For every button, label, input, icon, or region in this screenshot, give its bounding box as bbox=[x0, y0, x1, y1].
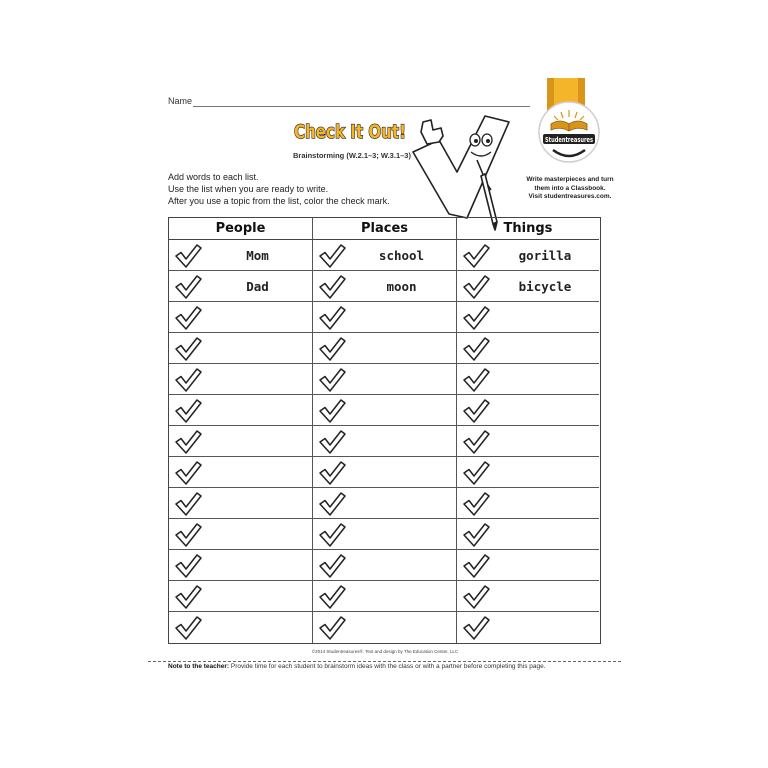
table-cell[interactable] bbox=[313, 581, 457, 612]
cell-word bbox=[203, 457, 312, 488]
check-mark-icon[interactable] bbox=[462, 398, 490, 424]
cell-word bbox=[347, 519, 456, 550]
table-cell[interactable] bbox=[457, 240, 599, 271]
cell-word bbox=[347, 364, 456, 395]
check-mark-icon[interactable] bbox=[462, 305, 490, 331]
check-mark-icon[interactable] bbox=[174, 367, 202, 393]
cell-word bbox=[347, 612, 456, 643]
check-mark-icon[interactable] bbox=[318, 336, 346, 362]
cell-word bbox=[347, 333, 456, 364]
table-cell[interactable] bbox=[313, 395, 457, 426]
table-cell[interactable] bbox=[457, 395, 599, 426]
table-cell[interactable] bbox=[457, 271, 599, 302]
cell-word bbox=[491, 612, 599, 643]
check-mark-icon[interactable] bbox=[174, 615, 202, 641]
check-mark-icon[interactable] bbox=[462, 336, 490, 362]
check-mark-icon[interactable] bbox=[462, 615, 490, 641]
cell-word bbox=[491, 519, 599, 550]
cell-word bbox=[347, 550, 456, 581]
cell-word: bicycle bbox=[518, 279, 572, 294]
check-mark-icon[interactable] bbox=[462, 367, 490, 393]
table-cell[interactable] bbox=[169, 581, 313, 612]
check-mark-icon[interactable] bbox=[462, 460, 490, 486]
standards-text: Brainstorming (W.2.1–3; W.3.1–3) bbox=[293, 151, 411, 160]
check-mark-icon[interactable] bbox=[318, 398, 346, 424]
teacher-note-text: Provide time for each student to brainstorm ideas with the class or with a partner before completing this page. bbox=[229, 663, 546, 670]
instruction-line: Add words to each list. bbox=[168, 172, 259, 182]
check-mark-icon[interactable] bbox=[318, 553, 346, 579]
cell-word bbox=[491, 395, 599, 426]
check-mark-icon[interactable] bbox=[318, 367, 346, 393]
check-mark-icon[interactable] bbox=[462, 274, 490, 300]
cell-word bbox=[203, 426, 312, 457]
cell-word bbox=[347, 457, 456, 488]
cell-word bbox=[203, 612, 312, 643]
cell-word bbox=[203, 302, 312, 333]
cell-word: Dad bbox=[246, 279, 269, 294]
brainstorm-table bbox=[168, 217, 601, 644]
cell-word bbox=[203, 550, 312, 581]
cell-word bbox=[203, 364, 312, 395]
cell-word bbox=[491, 302, 599, 333]
check-mark-icon[interactable] bbox=[318, 429, 346, 455]
table-cell[interactable] bbox=[457, 612, 599, 643]
cell-word bbox=[203, 581, 312, 612]
check-mark-icon[interactable] bbox=[174, 522, 202, 548]
cell-word bbox=[347, 302, 456, 333]
check-mark-icon[interactable] bbox=[318, 305, 346, 331]
cell-word bbox=[203, 519, 312, 550]
check-mark-icon[interactable] bbox=[462, 553, 490, 579]
table-cell[interactable] bbox=[169, 333, 313, 364]
cell-word bbox=[491, 581, 599, 612]
cut-line bbox=[148, 661, 621, 662]
column-header: Places bbox=[313, 218, 457, 240]
column-header: Things bbox=[457, 218, 599, 240]
table-cell[interactable] bbox=[457, 333, 599, 364]
worksheet-title bbox=[293, 116, 413, 151]
table-cell[interactable] bbox=[313, 240, 457, 271]
instruction-line: After you use a topic from the list, color the check mark. bbox=[168, 196, 390, 206]
table-cell[interactable] bbox=[313, 488, 457, 519]
cell-word bbox=[491, 333, 599, 364]
table-cell[interactable] bbox=[169, 519, 313, 550]
table-cell[interactable] bbox=[169, 426, 313, 457]
cell-word: gorilla bbox=[518, 248, 572, 263]
name-label: Name bbox=[168, 96, 193, 106]
table-cell[interactable] bbox=[457, 550, 599, 581]
table-cell[interactable] bbox=[169, 395, 313, 426]
cell-word bbox=[347, 581, 456, 612]
table-cell[interactable] bbox=[169, 550, 313, 581]
cell-word bbox=[203, 395, 312, 426]
check-mark-icon[interactable] bbox=[174, 398, 202, 424]
badge-caption bbox=[524, 176, 616, 202]
table-cell[interactable] bbox=[169, 364, 313, 395]
check-mark-icon[interactable] bbox=[174, 274, 202, 300]
check-mark-icon[interactable] bbox=[174, 491, 202, 517]
table-cell[interactable] bbox=[313, 612, 457, 643]
table-cell[interactable] bbox=[169, 488, 313, 519]
table-cell[interactable] bbox=[457, 302, 599, 333]
instructions bbox=[168, 171, 390, 207]
table-cell[interactable] bbox=[313, 271, 457, 302]
cell-word bbox=[491, 550, 599, 581]
table-cell[interactable] bbox=[457, 457, 599, 488]
table-cell[interactable] bbox=[313, 426, 457, 457]
table-cell[interactable] bbox=[169, 612, 313, 643]
cell-word bbox=[491, 457, 599, 488]
column-header: People bbox=[169, 218, 313, 240]
copyright-text: ©2014 Studentreasures®. Text and design by The Education Center, LLC bbox=[311, 649, 459, 654]
cell-word bbox=[347, 426, 456, 457]
check-mark-icon[interactable] bbox=[318, 274, 346, 300]
table-cell[interactable] bbox=[313, 519, 457, 550]
check-mark-icon[interactable] bbox=[318, 615, 346, 641]
check-mark-icon[interactable] bbox=[318, 243, 346, 269]
table-cell[interactable] bbox=[457, 519, 599, 550]
cell-word: moon bbox=[386, 279, 417, 294]
check-mark-icon[interactable] bbox=[174, 553, 202, 579]
cell-word bbox=[491, 426, 599, 457]
teacher-note-label: Note to the teacher: bbox=[168, 663, 230, 670]
title-text: Check It Out! bbox=[294, 121, 406, 143]
check-mark-icon[interactable] bbox=[462, 584, 490, 610]
check-mark-icon[interactable] bbox=[174, 460, 202, 486]
check-mark-icon[interactable] bbox=[318, 584, 346, 610]
table-cell[interactable] bbox=[457, 426, 599, 457]
instruction-line: Use the list when you are ready to write. bbox=[168, 184, 329, 194]
check-mark-icon[interactable] bbox=[174, 584, 202, 610]
table-cell[interactable] bbox=[169, 302, 313, 333]
cell-word: Mom bbox=[246, 248, 269, 263]
check-mark-icon[interactable] bbox=[462, 429, 490, 455]
check-mark-icon[interactable] bbox=[318, 491, 346, 517]
cell-word bbox=[347, 395, 456, 426]
cell-word bbox=[203, 333, 312, 364]
check-mark-icon[interactable] bbox=[174, 336, 202, 362]
cell-word: school bbox=[378, 248, 425, 263]
table-cell[interactable] bbox=[169, 240, 313, 271]
cell-word bbox=[203, 488, 312, 519]
table-cell[interactable] bbox=[313, 457, 457, 488]
name-field[interactable] bbox=[193, 106, 530, 107]
check-mark-icon[interactable] bbox=[318, 522, 346, 548]
cell-word bbox=[491, 488, 599, 519]
table-cell[interactable] bbox=[169, 457, 313, 488]
table-cell[interactable] bbox=[313, 364, 457, 395]
teacher-note bbox=[168, 663, 546, 670]
table-cell[interactable] bbox=[457, 488, 599, 519]
badge-caption-line: Visit studentreasures.com. bbox=[528, 193, 612, 200]
studentreasures-badge bbox=[537, 100, 601, 169]
check-mark-icon[interactable] bbox=[462, 522, 490, 548]
cell-word bbox=[347, 488, 456, 519]
table-cell[interactable] bbox=[457, 364, 599, 395]
table-cell[interactable] bbox=[313, 550, 457, 581]
table-cell[interactable] bbox=[457, 581, 599, 612]
table-cell[interactable] bbox=[313, 333, 457, 364]
check-mark-icon[interactable] bbox=[174, 305, 202, 331]
table-cell[interactable] bbox=[313, 302, 457, 333]
check-mark-icon[interactable] bbox=[462, 491, 490, 517]
check-mark-icon[interactable] bbox=[462, 243, 490, 269]
check-mark-icon[interactable] bbox=[318, 460, 346, 486]
badge-caption-line: them into a Classbook. bbox=[534, 184, 606, 192]
check-mark-icon[interactable] bbox=[174, 243, 202, 269]
check-mark-icon[interactable] bbox=[174, 429, 202, 455]
badge-brand-text: Studentreasures bbox=[545, 136, 593, 144]
badge-caption-line: Write masterpieces and turn bbox=[526, 176, 614, 183]
cell-word bbox=[491, 364, 599, 395]
table-cell[interactable] bbox=[169, 271, 313, 302]
